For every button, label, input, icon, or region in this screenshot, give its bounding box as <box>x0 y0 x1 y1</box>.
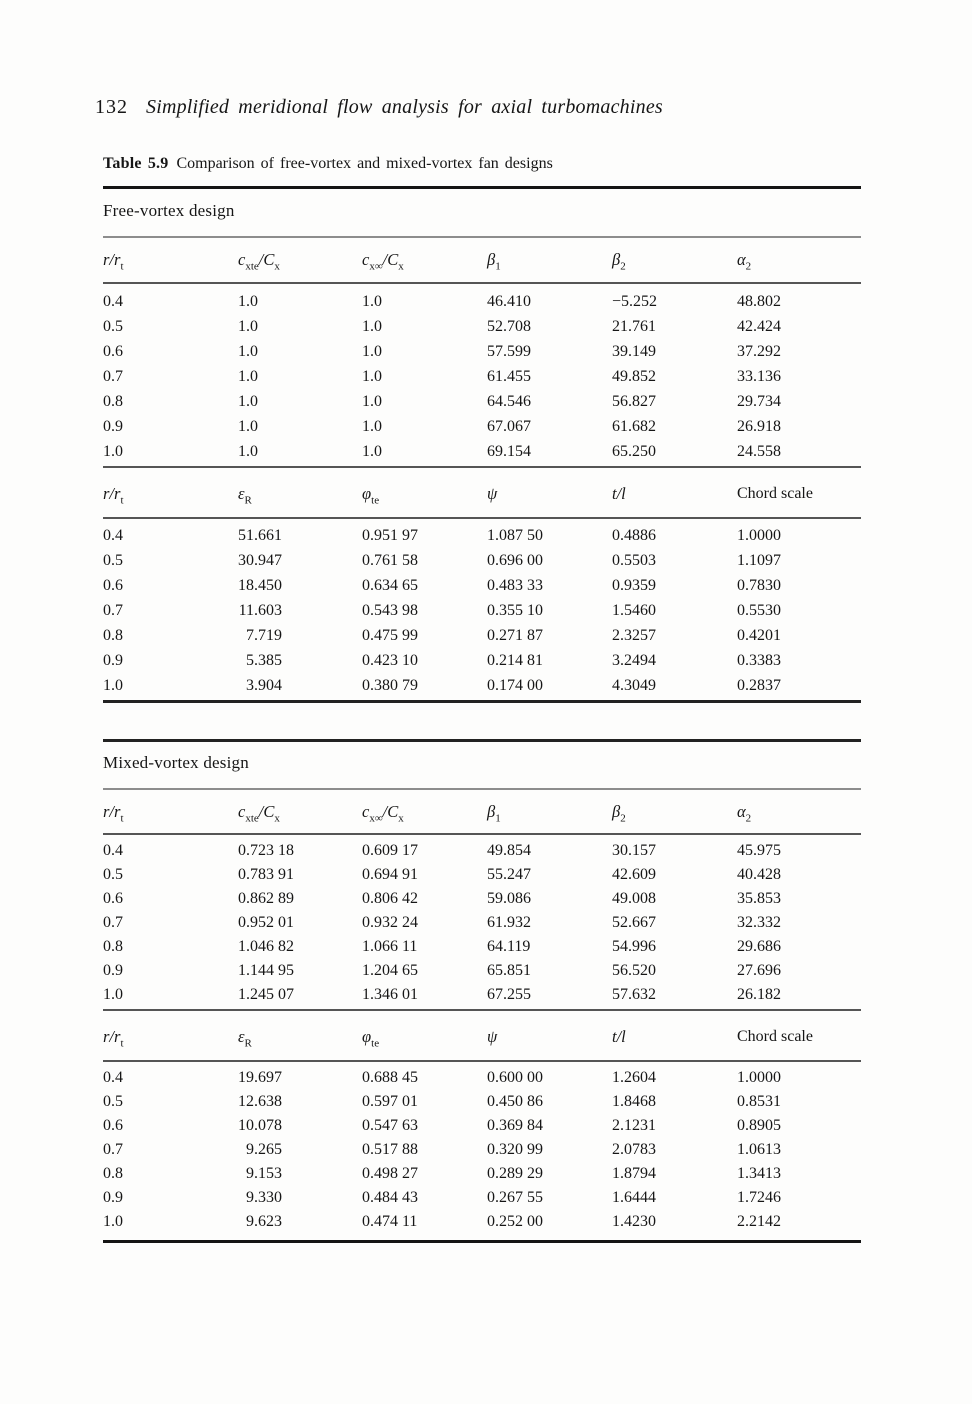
rule-divider <box>103 1009 861 1011</box>
table-cell: 1.0 <box>103 986 123 1003</box>
table2-header-row <box>103 483 861 505</box>
table-cell: 0.7 <box>103 1141 123 1158</box>
table-cell: 11.603 <box>238 602 282 619</box>
table-header-row <box>103 801 861 823</box>
column-header: $\beta_1$ <box>487 802 501 825</box>
table-cell: 1.5460 <box>612 602 656 619</box>
table-cell: 0.174 00 <box>487 677 543 694</box>
table-cell: 0.8905 <box>737 1117 781 1134</box>
table-row <box>103 1186 861 1210</box>
table-cell: 1.087 50 <box>487 527 543 544</box>
table4-header-row <box>103 1026 861 1048</box>
table-cell: 7.719 <box>246 627 282 644</box>
table-cell: 1.0 <box>238 368 258 385</box>
table-cell: 0.600 00 <box>487 1069 543 1086</box>
column-header: $r/r_t$ <box>103 484 124 507</box>
rule-divider <box>103 236 861 238</box>
table-header-row <box>103 483 861 505</box>
table-row <box>103 648 861 673</box>
table-row <box>103 623 861 648</box>
rule-section-end <box>103 700 861 703</box>
table-row <box>103 573 861 598</box>
table-row <box>103 414 861 439</box>
table-cell: 0.484 43 <box>362 1189 418 1206</box>
table-caption-label: Table 5.9 <box>103 155 169 172</box>
table-cell: 1.0 <box>103 1213 123 1230</box>
table-cell: 1.0 <box>362 318 382 335</box>
table-cell: 9.265 <box>246 1141 282 1158</box>
table-cell: 0.4 <box>103 293 123 310</box>
table-cell: 0.8531 <box>737 1093 781 1110</box>
table-cell: 0.5 <box>103 552 123 569</box>
table-cell: 2.0783 <box>612 1141 656 1158</box>
table-row <box>103 439 861 464</box>
column-header: $r/r_t$ <box>103 802 124 825</box>
table-cell: 0.9359 <box>612 577 656 594</box>
rule-bottom-heavy <box>103 1240 861 1243</box>
table-row <box>103 1114 861 1138</box>
table-cell: 1.0613 <box>737 1141 781 1158</box>
section-title-free-vortex: Free-vortex design <box>103 201 235 220</box>
table-cell: 65.851 <box>487 962 531 979</box>
table-cell: 5.385 <box>246 652 282 669</box>
table-cell: 0.4 <box>103 527 123 544</box>
table-cell: 1.1097 <box>737 552 781 569</box>
column-header: Chord scale <box>737 485 813 502</box>
table-cell: 0.4 <box>103 1069 123 1086</box>
column-header: $\varepsilon_R$ <box>238 1027 252 1050</box>
table-caption <box>103 155 861 173</box>
table-cell: 67.255 <box>487 986 531 1003</box>
table-cell: 0.8 <box>103 393 123 410</box>
table-cell: 54.996 <box>612 938 656 955</box>
table-cell: 42.609 <box>612 866 656 883</box>
table-cell: 0.688 45 <box>362 1069 418 1086</box>
table-cell: 0.696 00 <box>487 552 543 569</box>
table-cell: −5.252 <box>612 293 658 310</box>
table-cell: 0.517 88 <box>362 1141 418 1158</box>
table-cell: 0.932 24 <box>362 914 418 931</box>
table-cell: 55.247 <box>487 866 531 883</box>
table-row <box>103 1090 861 1114</box>
table-cell: 27.696 <box>737 962 781 979</box>
rule-divider <box>103 833 861 835</box>
column-header: $c_{xte}/C_x$ <box>238 250 280 273</box>
table-cell: 18.450 <box>238 577 282 594</box>
table-cell: 0.609 17 <box>362 842 418 859</box>
table-cell: 9.153 <box>246 1165 282 1182</box>
table-cell: 1.0000 <box>737 1069 781 1086</box>
table-cell: 26.918 <box>737 418 781 435</box>
table-cell: 0.498 27 <box>362 1165 418 1182</box>
table-row <box>103 523 861 548</box>
table-cell: 1.7246 <box>737 1189 781 1206</box>
table-cell: 0.252 00 <box>487 1213 543 1230</box>
table-cell: 0.6 <box>103 890 123 907</box>
rule-divider <box>103 466 861 468</box>
rule-divider <box>103 788 861 790</box>
table-cell: 51.661 <box>238 527 282 544</box>
running-head <box>95 96 861 119</box>
table-cell: 0.4 <box>103 842 123 859</box>
table-row <box>103 1066 861 1090</box>
table-cell: 49.852 <box>612 368 656 385</box>
table3-header-row <box>103 801 861 823</box>
table-cell: 1.066 11 <box>362 938 418 955</box>
column-header: $\beta_2$ <box>612 802 626 825</box>
table-row <box>103 289 861 314</box>
table-cell: 0.543 98 <box>362 602 418 619</box>
table-cell: 1.245 07 <box>238 986 294 1003</box>
rule-divider <box>103 1060 861 1062</box>
table-row <box>103 863 861 887</box>
table-row <box>103 364 861 389</box>
table-cell: 0.474 11 <box>362 1213 418 1230</box>
table-cell: 67.067 <box>487 418 531 435</box>
table-cell: 0.320 99 <box>487 1141 543 1158</box>
table-cell: 1.204 65 <box>362 962 418 979</box>
column-header: $\beta_1$ <box>487 250 501 273</box>
table-cell: 1.2604 <box>612 1069 656 1086</box>
table-cell: 1.144 95 <box>238 962 294 979</box>
column-header: $c_{x\infty}/C_x$ <box>362 802 404 825</box>
table-cell: 46.410 <box>487 293 531 310</box>
table-cell: 0.6 <box>103 343 123 360</box>
table-cell: 2.3257 <box>612 627 656 644</box>
table-cell: 1.0 <box>362 418 382 435</box>
table-cell: 0.380 79 <box>362 677 418 694</box>
table-cell: 0.5 <box>103 318 123 335</box>
table-cell: 0.7 <box>103 602 123 619</box>
rule-section-start <box>103 739 861 742</box>
column-header: $\varphi_{te}$ <box>362 484 380 507</box>
table-cell: 56.520 <box>612 962 656 979</box>
table-cell: 0.450 86 <box>487 1093 543 1110</box>
table-cell: 0.5 <box>103 866 123 883</box>
table-cell: 57.632 <box>612 986 656 1003</box>
table-cell: 29.734 <box>737 393 781 410</box>
table-cell: 0.7830 <box>737 577 781 594</box>
table-cell: 0.3383 <box>737 652 781 669</box>
table-cell: 1.0 <box>238 293 258 310</box>
table-cell: 30.157 <box>612 842 656 859</box>
table-cell: 1.0 <box>238 443 258 460</box>
table-cell: 2.2142 <box>737 1213 781 1230</box>
table-row <box>103 673 861 698</box>
table-row <box>103 887 861 911</box>
table-cell: 64.119 <box>487 938 531 955</box>
table-cell: 35.853 <box>737 890 781 907</box>
table-cell: 0.2837 <box>737 677 781 694</box>
rule-divider <box>103 282 861 284</box>
table-cell: 0.9 <box>103 652 123 669</box>
table-cell: 52.667 <box>612 914 656 931</box>
column-header: $c_{xte}/C_x$ <box>238 802 280 825</box>
table-cell: 1.0 <box>362 393 382 410</box>
table-cell: 0.9 <box>103 418 123 435</box>
table-cell: 3.904 <box>246 677 282 694</box>
table-cell: 9.330 <box>246 1189 282 1206</box>
column-header: $\varphi_{te}$ <box>362 1027 380 1050</box>
table-cell: 0.7 <box>103 368 123 385</box>
table-cell: 0.761 58 <box>362 552 418 569</box>
table-cell: 1.0 <box>238 343 258 360</box>
column-header: $c_{x\infty}/C_x$ <box>362 250 404 273</box>
table-cell: 1.0 <box>238 393 258 410</box>
table-cell: 0.723 18 <box>238 842 294 859</box>
table-caption-text: Comparison of free-vortex and mixed-vortex fan designs <box>176 155 553 172</box>
table-cell: 1.0 <box>362 293 382 310</box>
table-row <box>103 314 861 339</box>
table-cell: 52.708 <box>487 318 531 335</box>
table-cell: 0.5 <box>103 1093 123 1110</box>
table-cell: 0.952 01 <box>238 914 294 931</box>
table-cell: 1.4230 <box>612 1213 656 1230</box>
table-cell: 10.078 <box>238 1117 282 1134</box>
table-cell: 1.8468 <box>612 1093 656 1110</box>
table-cell: 49.854 <box>487 842 531 859</box>
table-row <box>103 983 861 1007</box>
table-row <box>103 339 861 364</box>
table-cell: 1.6444 <box>612 1189 656 1206</box>
table-cell: 0.423 10 <box>362 652 418 669</box>
column-header: $\varepsilon_R$ <box>238 484 252 507</box>
table-cell: 30.947 <box>238 552 282 569</box>
table-row <box>103 548 861 573</box>
table-cell: 0.8 <box>103 627 123 644</box>
table2-body <box>103 523 861 698</box>
column-header: t/l <box>612 484 626 503</box>
table-cell: 4.3049 <box>612 677 656 694</box>
table-header-row <box>103 1026 861 1048</box>
table-cell: 32.332 <box>737 914 781 931</box>
column-header: $\alpha_2$ <box>737 250 752 273</box>
table-cell: 0.6 <box>103 577 123 594</box>
table-cell: 0.547 63 <box>362 1117 418 1134</box>
table-cell: 2.1231 <box>612 1117 656 1134</box>
table-row <box>103 389 861 414</box>
table-cell: 69.154 <box>487 443 531 460</box>
table-cell: 0.8 <box>103 938 123 955</box>
table1-header-row <box>103 249 861 271</box>
table-row <box>103 959 861 983</box>
table-cell: 49.008 <box>612 890 656 907</box>
table-cell: 1.3413 <box>737 1165 781 1182</box>
table-cell: 0.483 33 <box>487 577 543 594</box>
column-header: $\beta_2$ <box>612 250 626 273</box>
table-cell: 0.4886 <box>612 527 656 544</box>
section-title-mixed-vortex: Mixed-vortex design <box>103 753 249 772</box>
table-cell: 29.686 <box>737 938 781 955</box>
table-cell: 0.5503 <box>612 552 656 569</box>
table-row <box>103 1210 861 1234</box>
table-cell: 1.0000 <box>737 527 781 544</box>
table-cell: 3.2494 <box>612 652 656 669</box>
table4-body <box>103 1066 861 1234</box>
table-row <box>103 911 861 935</box>
table-row <box>103 839 861 863</box>
table-cell: 56.827 <box>612 393 656 410</box>
table-cell: 59.086 <box>487 890 531 907</box>
table-cell: 0.9 <box>103 962 123 979</box>
table-cell: 1.8794 <box>612 1165 656 1182</box>
table-cell: 0.7 <box>103 914 123 931</box>
table-row <box>103 1162 861 1186</box>
table-cell: 0.862 89 <box>238 890 294 907</box>
table-cell: 0.634 65 <box>362 577 418 594</box>
table-cell: 19.697 <box>238 1069 282 1086</box>
column-header: $r/r_t$ <box>103 1027 124 1050</box>
table-cell: 1.0 <box>238 318 258 335</box>
rule-divider <box>103 517 861 519</box>
table-cell: 1.0 <box>103 677 123 694</box>
table-cell: 1.046 82 <box>238 938 294 955</box>
table-cell: 33.136 <box>737 368 781 385</box>
table-cell: 0.9 <box>103 1189 123 1206</box>
table-cell: 0.214 81 <box>487 652 543 669</box>
table-cell: 21.761 <box>612 318 656 335</box>
table-cell: 48.802 <box>737 293 781 310</box>
column-header: t/l <box>612 1027 626 1046</box>
rule-top-heavy <box>103 186 861 189</box>
table-cell: 61.932 <box>487 914 531 931</box>
table-cell: 61.455 <box>487 368 531 385</box>
table-cell: 1.0 <box>103 443 123 460</box>
table-cell: 40.428 <box>737 866 781 883</box>
table-cell: 0.783 91 <box>238 866 294 883</box>
column-header: ψ <box>487 1027 498 1046</box>
table-cell: 0.267 55 <box>487 1189 543 1206</box>
table-cell: 0.271 87 <box>487 627 543 644</box>
column-header: $r/r_t$ <box>103 250 124 273</box>
column-header: $\alpha_2$ <box>737 802 752 825</box>
table-cell: 1.0 <box>362 443 382 460</box>
table-cell: 0.475 99 <box>362 627 418 644</box>
page-number: 132 <box>95 96 128 118</box>
table-cell: 12.638 <box>238 1093 282 1110</box>
table-cell: 0.694 91 <box>362 866 418 883</box>
table-cell: 45.975 <box>737 842 781 859</box>
table-cell: 1.0 <box>362 343 382 360</box>
table-cell: 0.6 <box>103 1117 123 1134</box>
table-cell: 0.806 42 <box>362 890 418 907</box>
table-cell: 61.682 <box>612 418 656 435</box>
table1-body <box>103 289 861 464</box>
column-header: Chord scale <box>737 1028 813 1045</box>
table-cell: 1.0 <box>362 368 382 385</box>
table-row <box>103 1138 861 1162</box>
table-cell: 0.289 29 <box>487 1165 543 1182</box>
table-cell: 39.149 <box>612 343 656 360</box>
table-cell: 64.546 <box>487 393 531 410</box>
table-cell: 37.292 <box>737 343 781 360</box>
table-cell: 0.4201 <box>737 627 781 644</box>
table-cell: 57.599 <box>487 343 531 360</box>
table-cell: 0.597 01 <box>362 1093 418 1110</box>
table-cell: 1.346 01 <box>362 986 418 1003</box>
running-title: Simplified meridional flow analysis for axial turbomachines <box>146 96 663 118</box>
table-cell: 24.558 <box>737 443 781 460</box>
table-header-row <box>103 249 861 271</box>
table-cell: 0.8 <box>103 1165 123 1182</box>
table-cell: 42.424 <box>737 318 781 335</box>
table-cell: 65.250 <box>612 443 656 460</box>
column-header: ψ <box>487 484 498 503</box>
table-cell: 0.355 10 <box>487 602 543 619</box>
table3-body <box>103 839 861 1007</box>
table-row <box>103 935 861 959</box>
table-cell: 26.182 <box>737 986 781 1003</box>
table-cell: 0.369 84 <box>487 1117 543 1134</box>
table-row <box>103 598 861 623</box>
table-cell: 1.0 <box>238 418 258 435</box>
table-cell: 0.951 97 <box>362 527 418 544</box>
table-cell: 0.5530 <box>737 602 781 619</box>
table-cell: 9.623 <box>246 1213 282 1230</box>
